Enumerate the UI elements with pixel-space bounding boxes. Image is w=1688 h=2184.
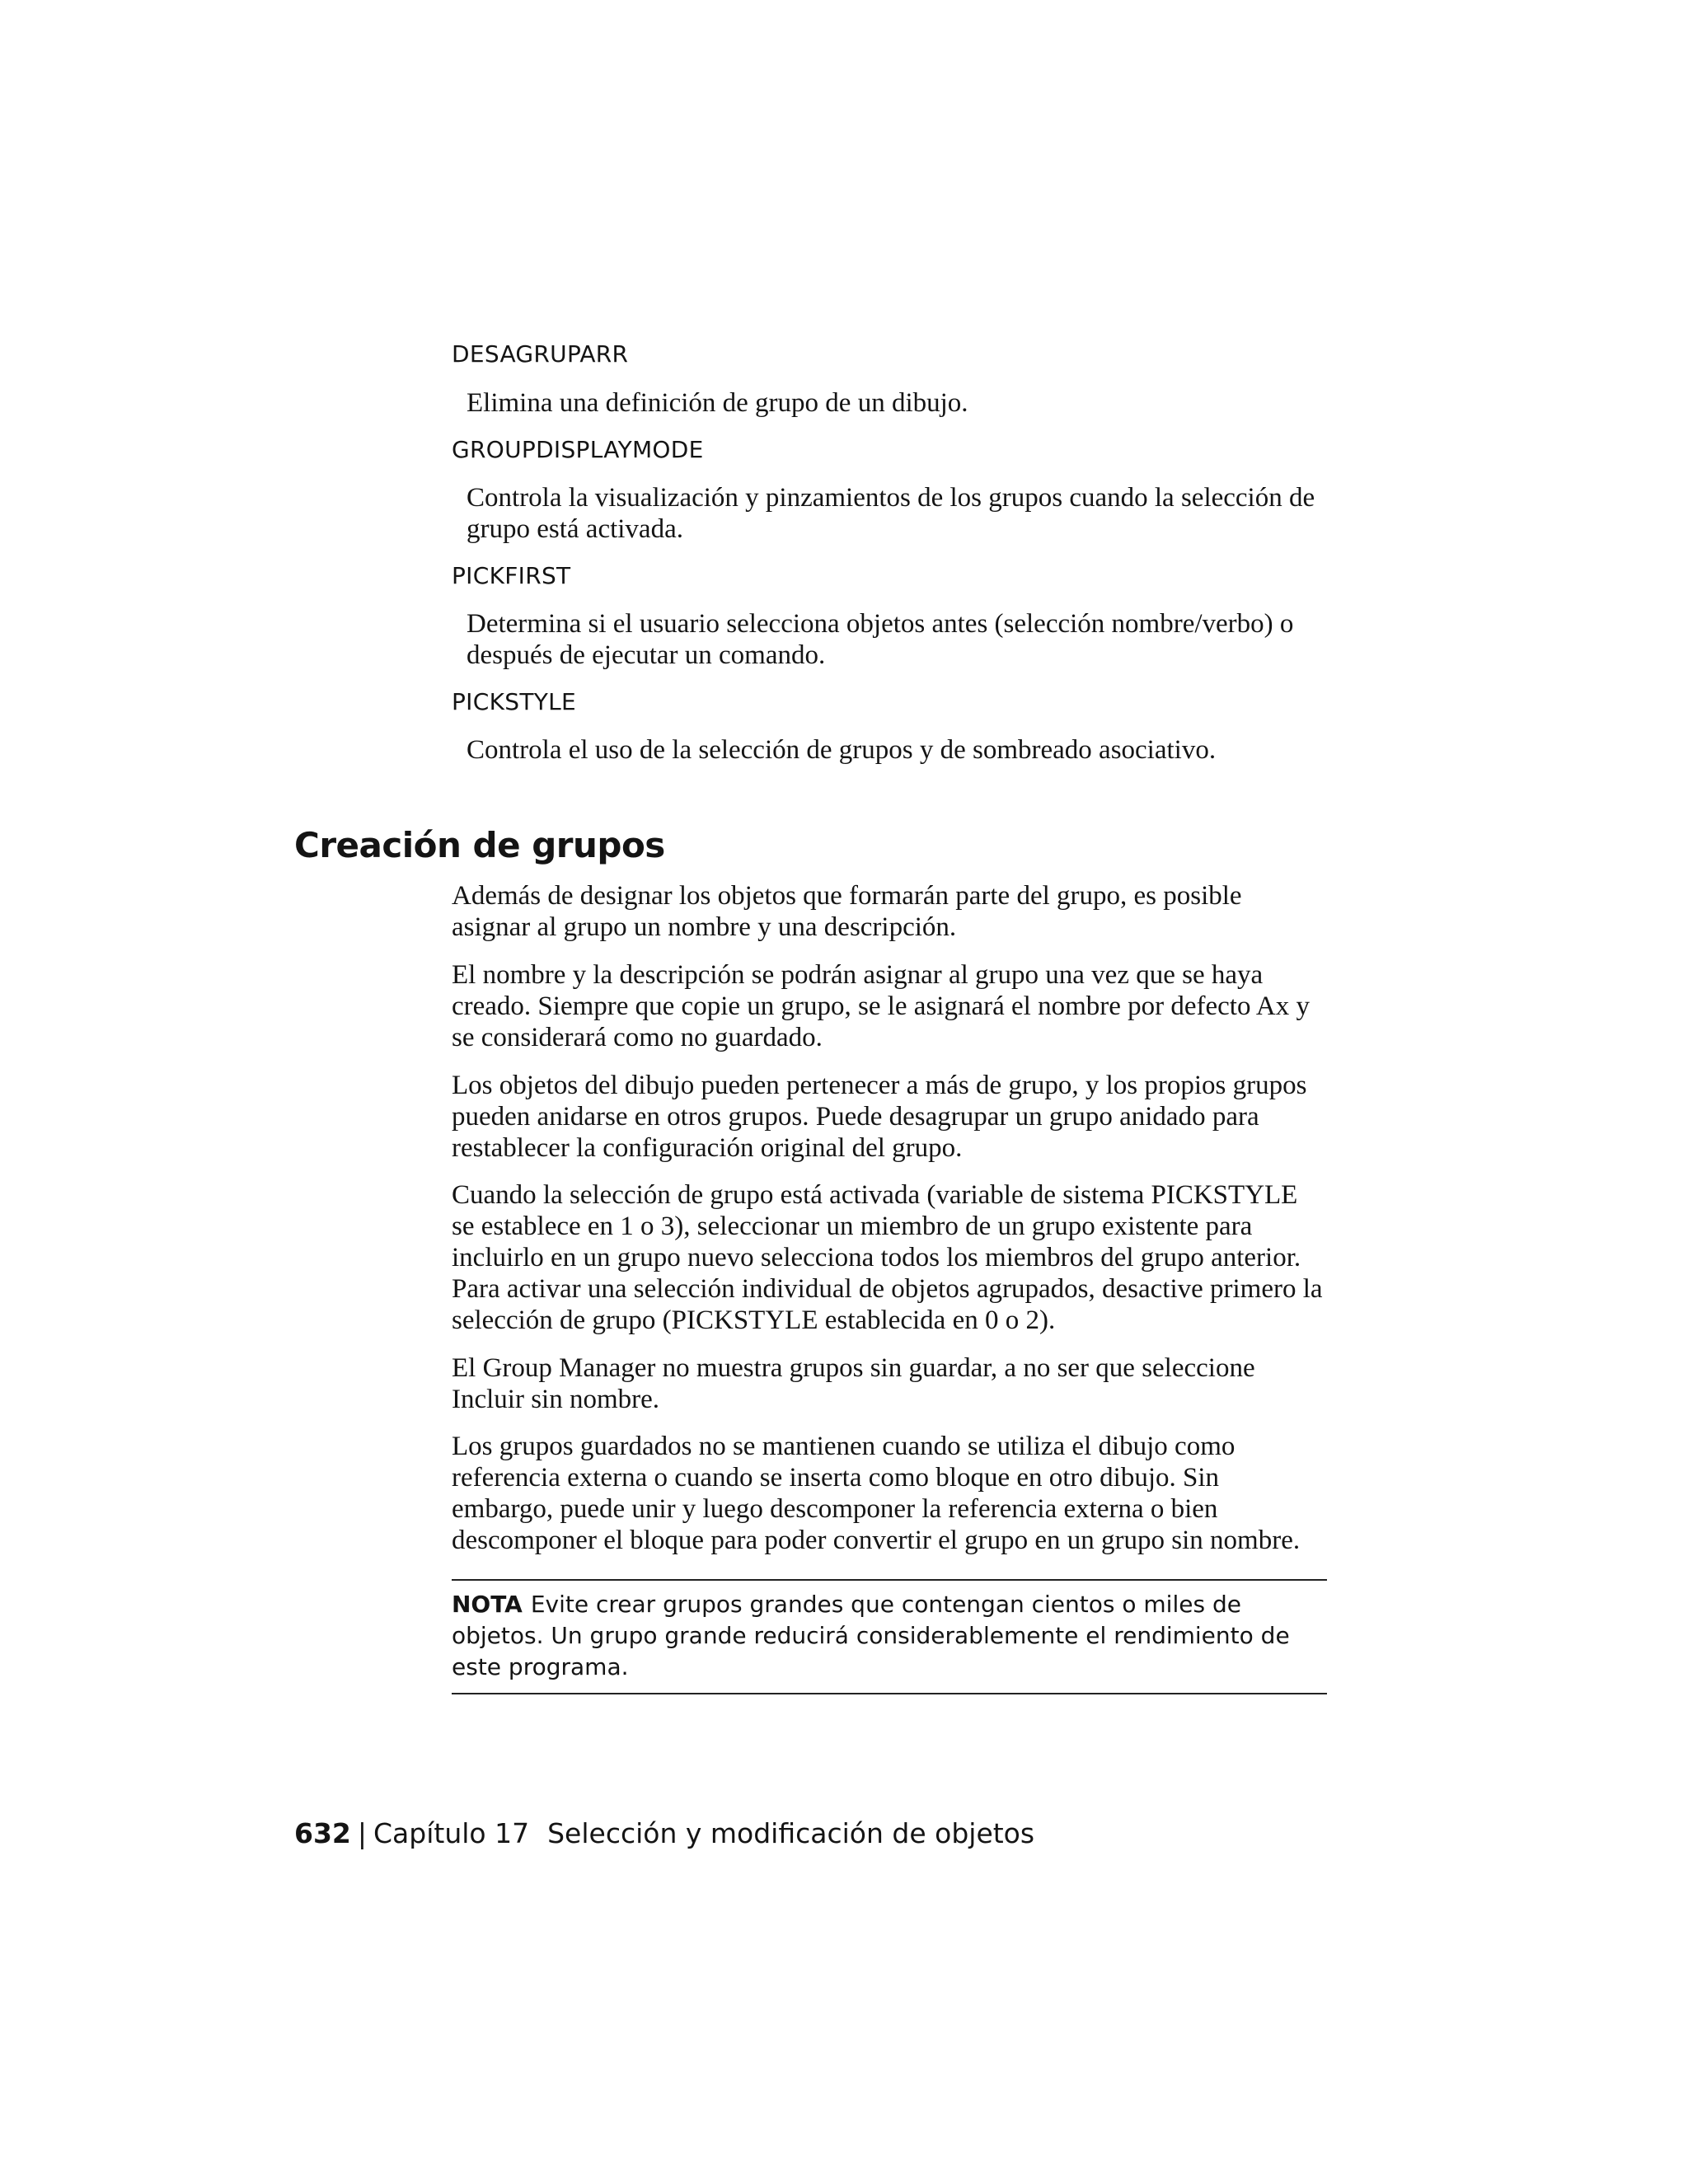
footer-separator: | xyxy=(357,1817,368,1849)
note-text: Evite crear grupos grandes que contengan cientos o miles de objetos. Un grupo grande reducirá considerablemente el rendimiento de este programa. xyxy=(452,1591,1290,1680)
page-footer xyxy=(294,1816,1034,1852)
body-paragraph-5: El Group Manager no muestra grupos sin guardar, a no ser que seleccione Incluir sin nombre. xyxy=(452,1353,1255,1414)
body-paragraph-2: El nombre y la descripción se podrán asignar al grupo una vez que se haya creado. Siempre que copie un grupo, se le asignará el nombre por defecto Ax y se considerará como no guardado. xyxy=(452,960,1310,1052)
definition-term-desagruparr: DESAGRUPARR xyxy=(452,340,629,368)
definition-desc-desagruparr: Elimina una definición de grupo de un dibujo. xyxy=(467,388,968,418)
definition-desc-pickfirst: Determina si el usuario selecciona objetos antes (selección nombre/verbo) o después de ejecutar un comando. xyxy=(467,609,1294,670)
definition-desc-pickstyle: Controla el uso de la selección de grupos y de sombreado asociativo. xyxy=(467,735,1217,765)
body-paragraph-3: Los objetos del dibujo pueden pertenecer a más de grupo, y los propios grupos pueden anidarse en otros grupos. Puede desagrupar un grupo anidado para restablecer la configuración original del grupo. xyxy=(452,1071,1307,1163)
note-box xyxy=(452,1579,1327,1694)
body-paragraph-1: Además de designar los objetos que formarán parte del grupo, es posible asignar al grupo un nombre y una descripción. xyxy=(452,881,1242,942)
definition-term-pickfirst: PICKFIRST xyxy=(452,562,571,589)
definition-desc-groupdisplaymode: Controla la visualización y pinzamientos de los grupos cuando la selección de grupo está activada. xyxy=(467,483,1315,544)
page-number: 632 xyxy=(294,1817,351,1849)
body-paragraph-4: Cuando la selección de grupo está activada (variable de sistema PICKSTYLE se establece en 1 o 3), seleccionar un miembro de un grupo existente para incluirlo en un grupo nuevo selecciona todos los miembros del grupo anterior. Para activar una selección individual de objetos agrupados, desactive primero la selección de grupo (PICKSTYLE establecida en 0 o 2). xyxy=(452,1180,1323,1335)
body-paragraph-6: Los grupos guardados no se mantienen cuando se utiliza el dibujo como referencia externa o cuando se inserta como bloque en otro dibujo. Sin embargo, puede unir y luego descomponer la referencia externa o bien descomponer el bloque para poder convertir el grupo en un grupo sin nombre. xyxy=(452,1432,1301,1555)
note-label: NOTA xyxy=(452,1591,523,1618)
section-heading: Creación de grupos xyxy=(294,825,665,865)
footer-chapter-title: Selección y modificación de objetos xyxy=(547,1817,1035,1849)
footer-chapter: Capítulo 17 xyxy=(373,1817,530,1849)
definition-term-pickstyle: PICKSTYLE xyxy=(452,688,577,715)
definition-term-groupdisplaymode: GROUPDISPLAYMODE xyxy=(452,436,704,463)
